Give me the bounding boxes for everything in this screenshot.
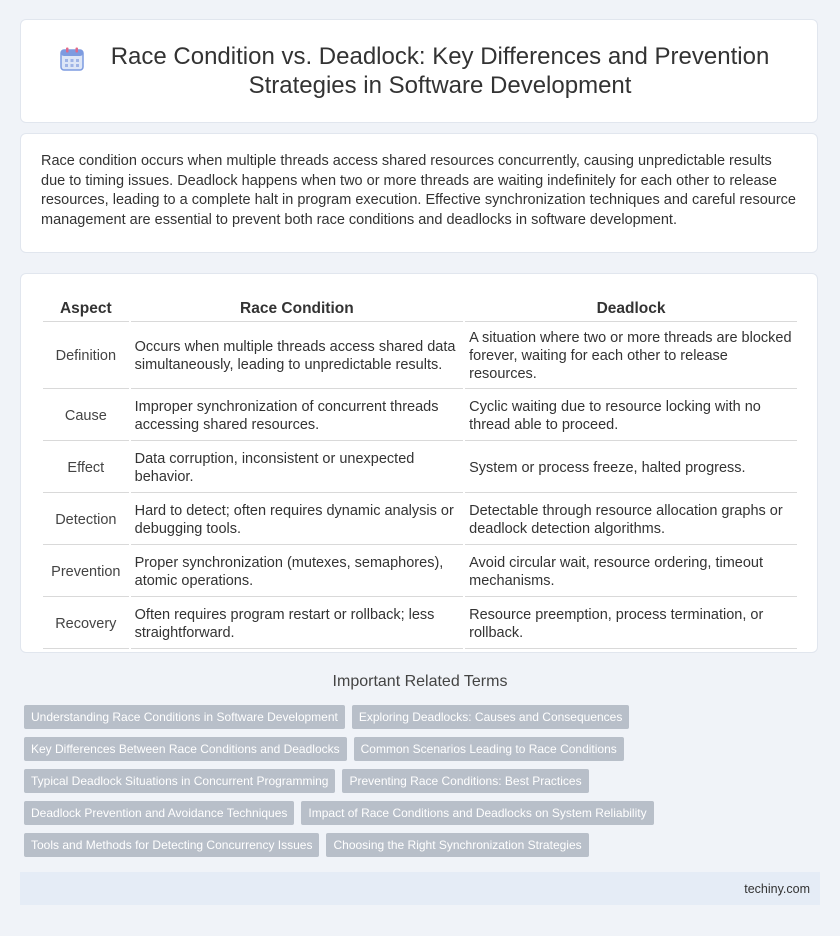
related-terms-title: Important Related Terms — [332, 673, 508, 690]
deadlock-cell: Resource preemption, process termination, or rollback. — [465, 599, 797, 649]
tag-row — [24, 769, 824, 793]
related-term-link[interactable]: Typical Deadlock Situations in Concurrent Programming — [24, 769, 335, 793]
related-term-link[interactable]: Choosing the Right Synchronization Strategies — [326, 833, 588, 857]
related-term-link[interactable]: Preventing Race Conditions: Best Practices — [342, 769, 588, 793]
related-term-link[interactable]: Understanding Race Conditions in Software Development — [24, 705, 345, 729]
tag-row — [24, 737, 824, 761]
aspect-cell: Effect — [43, 443, 129, 493]
footer — [20, 872, 820, 905]
tag-row — [24, 833, 824, 857]
title-card — [20, 19, 818, 123]
related-term-link[interactable]: Exploring Deadlocks: Causes and Consequences — [352, 705, 630, 729]
race-condition-cell: Improper synchronization of concurrent threads accessing shared resources. — [131, 391, 463, 441]
intro-text: Race condition occurs when multiple threads access shared resources concurrently, causing unpredictable results due to timing issues. Deadlock happens when two or more threads are waiting indefinitely for each other to release resources, leading to a complete halt in program execution. Effective synchronization techniques and careful resource management are essential to prevent both race conditions and deadlocks in software development. — [41, 153, 796, 228]
deadlock-cell: System or process freeze, halted progress. — [465, 443, 797, 493]
related-terms-list — [24, 705, 824, 865]
footer-site-link[interactable]: techiny.com — [744, 881, 810, 896]
related-term-link[interactable]: Key Differences Between Race Conditions and Deadlocks — [24, 737, 347, 761]
calendar-icon — [59, 46, 85, 72]
tag-row — [24, 801, 824, 825]
related-term-link[interactable]: Tools and Methods for Detecting Concurrency Issues — [24, 833, 319, 857]
table-row — [43, 391, 797, 441]
related-term-link[interactable]: Common Scenarios Leading to Race Conditions — [354, 737, 624, 761]
comparison-table — [41, 294, 799, 651]
aspect-cell: Cause — [43, 391, 129, 441]
aspect-cell: Prevention — [43, 547, 129, 597]
tag-row — [24, 705, 824, 729]
aspect-cell: Detection — [43, 495, 129, 545]
race-condition-cell: Occurs when multiple threads access shared data simultaneously, leading to unpredictable results. — [131, 324, 463, 389]
deadlock-cell: Avoid circular wait, resource ordering, timeout mechanisms. — [465, 547, 797, 597]
race-condition-cell: Proper synchronization (mutexes, semaphores), atomic operations. — [131, 547, 463, 597]
comparison-card — [20, 273, 818, 653]
table-header-row — [43, 296, 797, 322]
deadlock-cell: A situation where two or more threads are blocked forever, waiting for each other to release resources. — [465, 324, 797, 389]
aspect-cell: Definition — [43, 324, 129, 389]
race-condition-cell: Hard to detect; often requires dynamic analysis or debugging tools. — [131, 495, 463, 545]
aspect-cell: Recovery — [43, 599, 129, 649]
intro-card — [20, 133, 818, 253]
table-row — [43, 324, 797, 389]
page-title: Race Condition vs. Deadlock: Key Differences and Prevention Strategies in Software Development — [110, 43, 770, 99]
table-row — [43, 599, 797, 649]
deadlock-cell: Cyclic waiting due to resource locking with no thread able to proceed. — [465, 391, 797, 441]
table-row — [43, 547, 797, 597]
table-row — [43, 443, 797, 493]
title-wrap — [59, 42, 779, 100]
header-deadlock: Deadlock — [465, 296, 797, 322]
table-row — [43, 495, 797, 545]
related-term-link[interactable]: Impact of Race Conditions and Deadlocks on System Reliability — [301, 801, 653, 825]
race-condition-cell: Data corruption, inconsistent or unexpected behavior. — [131, 443, 463, 493]
related-term-link[interactable]: Deadlock Prevention and Avoidance Techniques — [24, 801, 294, 825]
deadlock-cell: Detectable through resource allocation graphs or deadlock detection algorithms. — [465, 495, 797, 545]
header-aspect: Aspect — [43, 296, 129, 322]
header-race-condition: Race Condition — [131, 296, 463, 322]
race-condition-cell: Often requires program restart or rollback; less straightforward. — [131, 599, 463, 649]
